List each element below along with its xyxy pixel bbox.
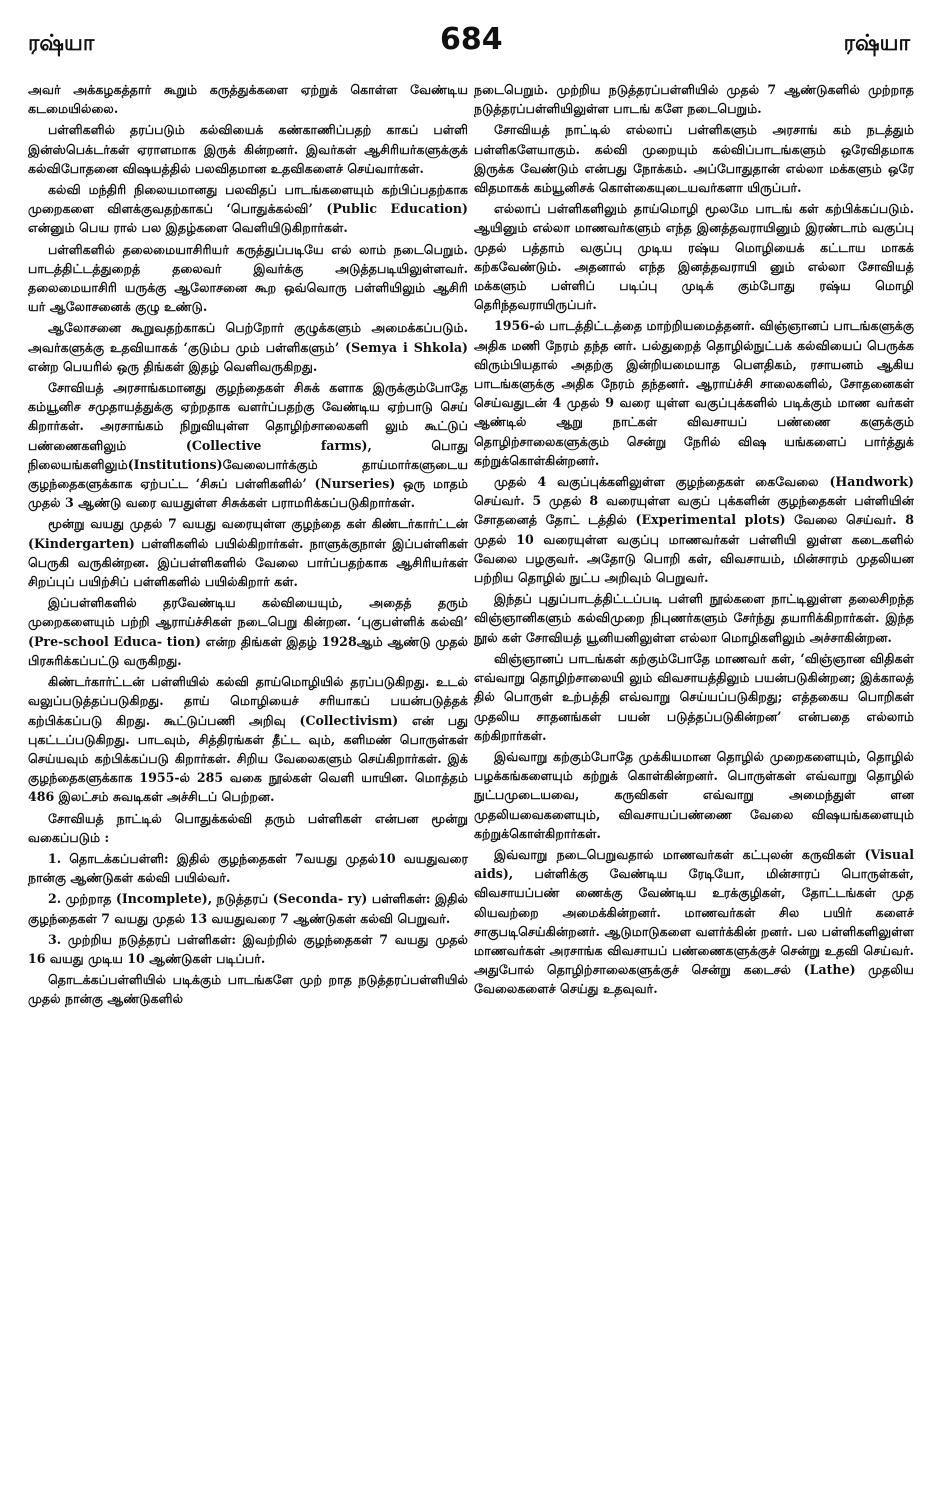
paragraph: பள்ளிகளில் தரப்படும் கல்வியைக் கண்காணிப்பதற் காகப் பள்ளி இன்ஸ்பெக்டர்கள் ஏராளமாக இருக் கின்றனர். இவர்கள் ஆசிரியர்களுக்குக் கல்விபோதனை விஷயத்தில் பலவிதமான உதவிகளைச் செய்வார்கள். [28, 122, 468, 176]
paragraph: சோவியத் நாட்டில் பொதுக்கல்வி தரும் பள்ளிகள் என்பன மூன்று வகைப்படும் : [28, 810, 468, 845]
paragraph: இவ்வாறு நடைபெறுவதால் மாணவர்கள் கட்புலன் கருவிகள் (Visual aids), பள்ளிக்கு வேண்டிய ரேடியோ, மின்சாரப் பொருள்கள், விவசாயப்பண் ணைக்கு வேண்டிய உரக்குழிகள், தோட்டங்கள் முத லியவற்றை அமைக்கின்றனர். மாணவர்கள் சில பயிர் களைச் சாகுபடிசெய்கின்றனர். ஆடுமாடுகளை வளர்க்கின் றனர். பல பள்ளிகளிலுள்ள மாணவர்கள் அரசாங்க விவசாயப் பண்ணைகளுக்குச் சென்று உதவி செய்வர். அதுபோல் தொழிற்சாலைகளுக்குச் சென்று கடைசல் (Lathe) முதலிய வேலைகளைச் செய்து உதவுவர். [474, 846, 914, 997]
paragraph: கிண்டர்கார்ட்டன் பள்ளியில் கல்வி தாய்மொழியில் தரப்படுகிறது. உடல் வலுப்படுத்தப்படுகிறது. தாய் மொழியைச் சரியாகப் பயன்படுத்தக் கற்பிக்கப்படு கிறது. கூட்டுப்பணி அறிவு (Collectivism) என் பது புகட்டப்படுகிறது. பாடவும், சித்திரங்கள் தீட்ட வும், களிமண் பொருள்கள் செய்யவும் கற்பிக்கப்படு கிறார்கள். சிறிய வேலைகளும் செய்கிறார்கள். இக் குழந்தைகளுக்காக 1955-ல் 285 வகை நூல்கள் வெளி யாயின. மொத்தம் 486 இலட்சம் சுவடிகள் அச்சிடப் பெற்றன. [28, 674, 468, 805]
running-head-right: ரஷ்யா [843, 30, 910, 56]
paragraph: 1956-ல் பாடத்திட்டத்தை மாற்றியமைத்தனர். விஞ்ஞானப் பாடங்களுக்கு அதிக மணி நேரம் தந்த னர். பல்துறைத் தொழில்நுட்பக் கல்வியைப் பெருக்க விரும்பியதால் அதற்கு இன்றியமையாத பௌதிகம், ரசாயனம் ஆகிய பாடங்களுக்கு அதிக நேரம் தந்தனர். ஆராய்ச்சி சாலைகளில், சோதனைகள் செய்வதுடன் 4 முதல் 9 வரை யுள்ள வகுப்புக்களில் படிக்கும் மாண வர்கள் ஆண்டில் ஆறு நாட்கள் விவசாயப் பண்ணை களுக்கும் தொழிற்சாலைகளுக்கும் சென்று நேரில் விஷ யங்களைப் பார்த்துக் கற்றுக்கொள்கின்றனர். [474, 318, 914, 468]
running-head-left: ரஷ்யா [28, 30, 95, 56]
paragraph: ஆலோசனை கூறுவதற்காகப் பெற்றோர் குழுக்களும் அமைக்கப்படும். அவர்களுக்கு உதவியாகக் ‘குடும்ப மும் பள்ளிகளும்’ (Semya i Shkola) என்ற பெயரில் ஒரு திங்கள் இதழ் வெளிவருகிறது. [28, 320, 468, 374]
page-header [0, 22, 940, 62]
paragraph: மூன்று வயது முதல் 7 வயது வரையுள்ள குழந்தை கள் கிண்டர்கார்ட்டன் (Kindergarten) பள்ளிகளில் பயில்கிறார்கள். நாளுக்குநாள் இப்பள்ளிகள் பெருகி வருகின்றன. இப்பள்ளிகளில் வேலை பார்ப்பதற்காக ஆசிரியர்கள் சிறப்புப் பயிற்சிப் பள்ளிகளில் பயில்கிறார் கள். [28, 516, 468, 590]
paragraph: தொடக்கப்பள்ளியில் படிக்கும் பாடங்களே முற் றாத நடுத்தரப்பள்ளியில் முதல் நான்கு ஆண்டுகளில் [28, 972, 468, 1007]
list-item: 3. முற்றிய நடுத்தரப் பள்ளிகள்: இவற்றில் குழந்தைகள் 7 வயது முதல் 16 வயது முடிய 10 ஆண்டுகள் படிப்பர். [28, 931, 468, 966]
paragraph: இவ்வாறு கற்கும்போதே முக்கியமான தொழில் முறைகளையும், தொழில் பழக்கங்களையும் கற்றுக் கொள்கின்றனர். பொருள்கள் எவ்வாறு தொழில் நுட்பமுடையவை, கருவிகள் எவ்வாறு அமைந்துள் ளன முதலியவைகளையும், விவசாயப்பண்ணை வேலை விஷயங்களையும் கற்றுக்கொள்கிறார்கள். [474, 748, 914, 841]
paragraph: விஞ்ஞானப் பாடங்கள் கற்கும்போதே மாணவர் கள், ‘விஞ்ஞான விதிகள் எவ்வாறு தொழிற்சாலையி லும் விவசாயத்திலும் பயன்படுகின்றன; இக்காலத் தில் பொருள் உற்பத்தி எவ்வாறு செய்யப்படுகிறது; எத்தகைய பொறிகள் முதலிய சாதனங்கள் பயன் படுத்தப்படுகின்றன’ என்பதை எல்லாம் கற்கிறார்கள். [474, 650, 914, 743]
list-item: 2. முற்றாத (Incomplete), நடுத்தரப் (Seconda- ry) பள்ளிகள்: இதில் குழந்தைகள் 7 வயது முதல் 13 வயதுவரை 7 ஆண்டுகள் கல்வி பெறுவர். [28, 891, 468, 926]
paragraph: நடைபெறும். முற்றிய நடுத்தரப்பள்ளியில் முதல் 7 ஆண்டுகளில் முற்றாத நடுத்தரப்பள்ளியிலுள்ள பாடங் களே நடைபெறும். [474, 82, 914, 117]
list-item: 1. தொடக்கப்பள்ளி: இதில் குழந்தைகள் 7வயது முதல்10 வயதுவரை நான்கு ஆண்டுகள் கல்வி பயில்வர். [28, 850, 468, 886]
paragraph: அவர் அக்கழகத்தார் கூறும் கருத்துக்களை ஏற்றுக் கொள்ள வேண்டிய கடமையில்லை. [28, 82, 468, 117]
paragraph: எல்லாப் பள்ளிகளிலும் தாய்மொழி மூலமே பாடங் கள் கற்பிக்கப்படும். ஆயினும் எல்லா மாணவர்களும் எந்த இனத்தவராயினும் இரண்டாம் வகுப்பு முதல் பத்தாம் வகுப்பு முடிய ரஷ்ய மொழியைக் கட்டாய மாகக் கற்கவேண்டும். அதனால் எந்த இனத்தவராயி னும் எல்லா சோவியத் மக்களும் பள்ளிப் படிப்பு முடிக் கும்போது ரஷ்ய மொழி தெரிந்தவராயிருப்பர். [474, 201, 914, 313]
paragraph: சோவியத் அரசாங்கமானது குழந்தைகள் சிசுக் களாக இருக்கும்போதே கம்யூனிச சமுதாயத்துக்கு ஏற்றதாக வளர்ப்பதற்கு வேண்டிய ஏற்பாடு செய் கிறார்கள். அரசாங்கம் நிறுவியுள்ள தொழிற்சாலைகளி லும் கூட்டுப் பண்ணைகளிலும் (Collective farms), பொது நிலையங்களிலும்(Institutions)வேலைபார்க்கும் தாய்மார்களுடைய குழந்தைகளுக்காக ஏற்பட்ட ‘சிசுப் பள்ளிகளில்’ (Nurseries) ஒரு மாதம் முதல் 3 ஆண்டு வரை வயதுள்ள சிசுக்கள் பராமரிக்கப்படுகிறார்கள். [28, 380, 468, 511]
paragraph: கல்வி மந்திரி நிலையமானது பலவிதப் பாடங்களையும் கற்பிப்பதற்காக முறைகளை விளக்குவதற்காகப் ‘பொதுக்கல்வி’ (Public Education) என்னும் பெய ரால் பல இதழ்களை வெளியிடுகிறார்கள். [28, 182, 468, 236]
paragraph: சோவியத் நாட்டில் எல்லாப் பள்ளிகளும் அரசாங் கம் நடத்தும் பள்ளிகளேயாகும். கல்வி முறையும் கல்விப்பாடங்களும் ஒரேவிதமாக இருக்க வேண்டும் என்பது நோக்கம். அப்போதுதான் எல்லா மக்களும் ஒரே விதமாகக் கம்யூனிசக் கொள்கையுடையவர்களா யிருப்பர். [474, 122, 914, 196]
right-column [474, 80, 914, 1001]
left-column [28, 80, 468, 1011]
paragraph: இப்பள்ளிகளில் தரவேண்டிய கல்வியையும், அதைத் தரும் முறைகளையும் பற்றி ஆராய்ச்சிகள் நடைபெறு கின்றன. ‘புகுபள்ளிக் கல்வி’ (Pre-school Educa- tion) என்ற திங்கள் இதழ் 1928ஆம் ஆண்டு முதல் பிரசுரிக்கப்பட்டு வருகிறது. [28, 595, 468, 668]
paragraph: பள்ளிகளில் தலைமையாசிரியர் கருத்துப்படியே எல் லாம் நடைபெறும். பாடத்திட்டத்துறைத் தலைவர் இவர்க்கு அடுத்தபடியிலுள்ளவர். தலைமையாசிரி யருக்கு ஆலோசனை கூற ஒவ்வொரு பள்ளியிலும் ஆசிரி யர் ஆலோசனைக் குழு உண்டு. [28, 241, 468, 315]
paragraph: இந்தப் புதுப்பாடத்திட்டப்படி பள்ளி நூல்களை நாட்டிலுள்ள தலைசிறந்த விஞ்ஞானிகளும் கல்விமுறை நிபுணர்களும் சேர்ந்து தயாரிக்கிறார்கள். இந்த நூல் கள் சோவியத் யூனியனிலுள்ள எல்லா மொழிகளிலும் அச்சாகின்றன. [474, 591, 914, 645]
paragraph: முதல் 4 வகுப்புக்களிலுள்ள குழந்தைகள் கைவேலை (Handwork) செய்வர். 5 முதல் 8 வரையுள்ள வகுப் புக்களின் குழந்தைகள் பள்ளியின் சோதனைத் தோட் டத்தில் (Experimental plots) வேலை செய்வர். 8 முதல் 10 வரையுள்ள வகுப்பு மாணவர்கள் பள்ளியி லுள்ள கடைகளில் வேலை பழகுவர். அதோடு பொறி கள், விவசாயம், மின்சாரம் முதலியன பற்றிய தொழில் நுட்ப அறிவும் பெறுவர். [474, 474, 914, 586]
page-number: 684 [440, 22, 503, 57]
